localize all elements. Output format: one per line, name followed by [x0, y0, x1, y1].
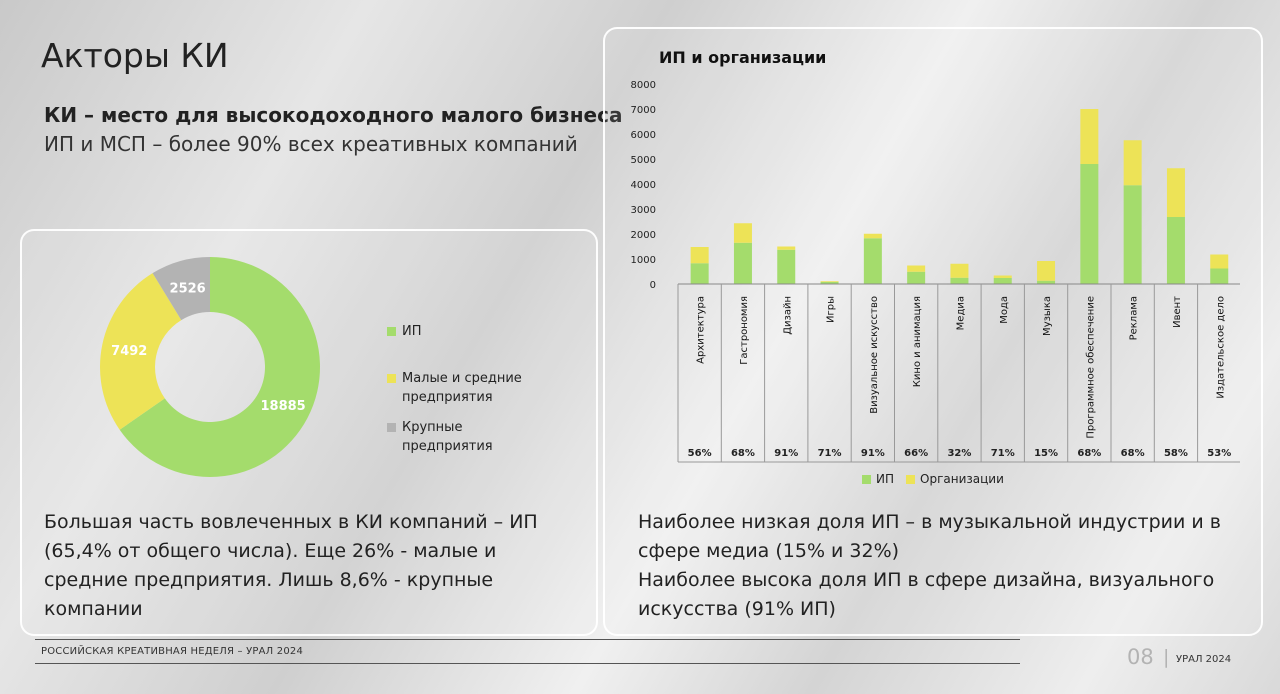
category-label: Музыка: [1042, 296, 1054, 336]
legend-swatch: [387, 374, 396, 383]
bar-ip-7: [950, 278, 968, 284]
donut-legend-item-3: [387, 418, 493, 456]
y-tick-label: 2000: [630, 230, 656, 241]
slide-subtitle: ИП и МСП – более 90% всех креативных компаний: [44, 132, 578, 156]
category-label: Гастрономия: [738, 296, 750, 365]
footer-top-divider: [35, 639, 1020, 640]
category-label: Мода: [998, 296, 1010, 324]
bar-org-2: [734, 223, 752, 243]
legend-label-line: предприятия: [402, 390, 493, 405]
share-label: 66%: [904, 448, 929, 459]
legend-label-line: Крупные: [402, 420, 463, 435]
legend-swatch: [906, 475, 915, 484]
bar-org-8: [994, 276, 1012, 279]
category-label: Игры: [825, 296, 837, 323]
bar-org-4: [821, 281, 839, 282]
bar-org-9: [1037, 261, 1055, 281]
bar-legend-item-org: [906, 472, 1004, 486]
slide-title: Акторы КИ: [41, 36, 229, 75]
share-label: 71%: [817, 448, 842, 459]
legend-label-line: Малые и средние: [402, 371, 522, 386]
legend-label: ИП: [876, 472, 894, 486]
y-tick-label: 4000: [630, 180, 656, 191]
donut-chart: [100, 248, 340, 488]
bar-chart-title: ИП и организации: [659, 48, 827, 67]
share-label: 71%: [990, 448, 1015, 459]
bar-ip-13: [1210, 269, 1228, 285]
y-tick-label: 6000: [630, 130, 656, 141]
bar-org-5: [864, 234, 882, 239]
bar-org-1: [691, 247, 709, 263]
share-label: 53%: [1207, 448, 1232, 459]
category-label: Визуальное искусство: [868, 296, 880, 414]
legend-label: [402, 369, 522, 407]
left-summary-text: Большая часть вовлеченных в КИ компаний – ИП (65,4% от общего числа). Еще 26% - малые и средние предприятия. Лишь 8,6% - крупные компании: [44, 511, 538, 620]
donut-legend-item-2: [387, 369, 522, 407]
y-tick-label: 1000: [630, 255, 656, 266]
slide-subtitle-bold: КИ – место для высокодоходного малого бизнеса: [44, 103, 623, 127]
category-label: Медиа: [955, 296, 967, 331]
share-label: 56%: [687, 448, 712, 459]
category-label: Дизайн: [782, 296, 794, 335]
bar-ip-10: [1080, 164, 1098, 284]
donut-data-label-3: 2526: [169, 281, 206, 297]
legend-label: [402, 418, 493, 456]
category-label: Программное обеспечение: [1085, 296, 1097, 439]
bar-org-7: [950, 264, 968, 278]
donut-data-label-2: 7492: [111, 344, 148, 360]
legend-label: [402, 322, 422, 341]
bar-ip-11: [1124, 185, 1142, 284]
bar-ip-6: [907, 272, 925, 284]
share-label: 15%: [1034, 448, 1059, 459]
bar-ip-1: [691, 263, 709, 284]
donut-data-label-1: 18885: [260, 399, 306, 415]
legend-label: Организации: [920, 472, 1004, 486]
right-summary-line-1: Наиболее низкая доля ИП – в музыкальной индустрии и в сфере медиа (15% и 32%): [638, 511, 1221, 562]
share-label: 68%: [730, 448, 755, 459]
share-label: 68%: [1077, 448, 1102, 459]
legend-swatch: [387, 423, 396, 432]
y-tick-label: 5000: [630, 155, 656, 166]
bar-ip-3: [777, 250, 795, 284]
legend-label-line: предприятия: [402, 439, 493, 454]
legend-swatch: [862, 475, 871, 484]
bar-org-13: [1210, 255, 1228, 269]
page-separator: |: [1163, 646, 1170, 668]
y-tick-label: 8000: [630, 80, 656, 91]
donut-legend-item-1: [387, 322, 422, 341]
right-summary-text: [638, 508, 1238, 624]
category-label: Архитектура: [695, 296, 707, 364]
bar-org-6: [907, 266, 925, 272]
bar-ip-8: [994, 278, 1012, 284]
bar-org-10: [1080, 109, 1098, 164]
bar-org-11: [1124, 140, 1142, 185]
page-number: 08: [1127, 645, 1154, 669]
bar-legend-item-ip: [862, 472, 894, 486]
bar-chart: [620, 70, 1240, 470]
share-label: 91%: [860, 448, 885, 459]
y-tick-label: 3000: [630, 205, 656, 216]
footer-region-label: УРАЛ 2024: [1176, 654, 1232, 665]
bar-ip-12: [1167, 217, 1185, 284]
category-label: Реклама: [1128, 296, 1140, 341]
category-label: Кино и анимация: [912, 296, 924, 388]
footer-bottom-divider: [35, 663, 1020, 664]
category-label: Издательское дело: [1215, 296, 1227, 399]
y-tick-label: 7000: [630, 105, 656, 116]
legend-label-line: ИП: [402, 324, 422, 339]
share-label: 32%: [947, 448, 972, 459]
bar-org-3: [777, 247, 795, 250]
share-label: 58%: [1163, 448, 1188, 459]
bar-org-12: [1167, 168, 1185, 217]
footer-event-name: РОССИЙСКАЯ КРЕАТИВНАЯ НЕДЕЛЯ – УРАЛ 2024: [41, 646, 304, 657]
legend-swatch: [387, 327, 396, 336]
share-label: 68%: [1120, 448, 1145, 459]
share-label: 91%: [774, 448, 799, 459]
bar-ip-5: [864, 238, 882, 284]
bar-ip-2: [734, 243, 752, 284]
y-tick-label: 0: [649, 280, 656, 291]
category-label: Ивент: [1171, 296, 1183, 328]
right-summary-line-2: Наиболее высока доля ИП в сфере дизайна, визуального искусства (91% ИП): [638, 569, 1215, 620]
